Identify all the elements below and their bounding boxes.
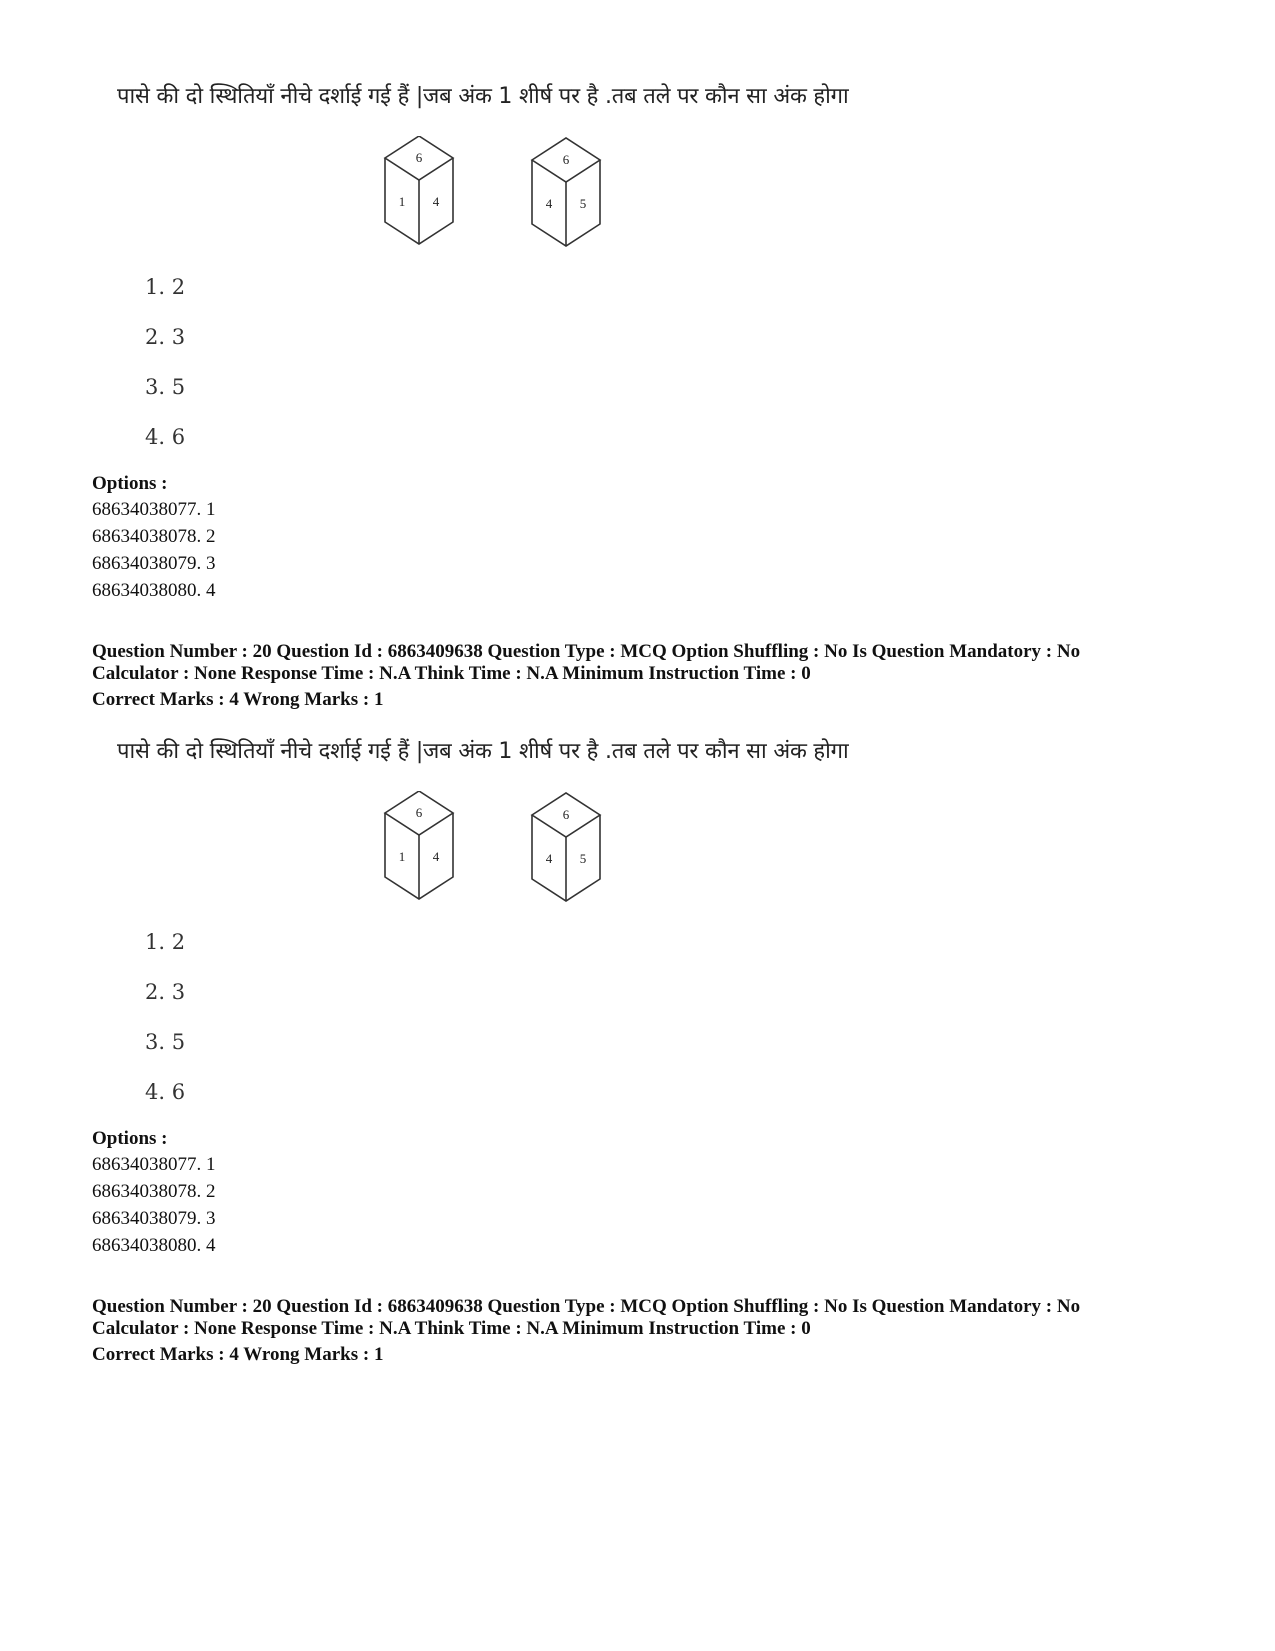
dice-svg bbox=[380, 136, 620, 256]
options-heading: Options : bbox=[92, 473, 168, 494]
choice-item: 2. 3 bbox=[145, 325, 186, 349]
option-item: 68634038079. 3 bbox=[92, 1208, 216, 1229]
die-2-top: 6 bbox=[562, 807, 570, 822]
die-2-left: 4 bbox=[545, 851, 553, 866]
die-2-right: 5 bbox=[579, 851, 587, 866]
option-item: 68634038079. 3 bbox=[92, 553, 216, 574]
die-2-left: 4 bbox=[545, 196, 553, 211]
die-1-left: 1 bbox=[398, 849, 406, 864]
option-item: 68634038080. 4 bbox=[92, 1235, 216, 1256]
dice-figure bbox=[380, 791, 620, 911]
option-item: 68634038077. 1 bbox=[92, 1154, 216, 1175]
die-2-right: 5 bbox=[579, 196, 587, 211]
question-meta-line-1: Question Number : 20 Question Id : 6863409638 Question Type : MCQ Option Shuffling : No Is Question Mandatory : No bbox=[92, 1296, 1081, 1317]
option-item: 68634038078. 2 bbox=[92, 1181, 216, 1202]
question-meta-line-1: Question Number : 20 Question Id : 6863409638 Question Type : MCQ Option Shuffling : No Is Question Mandatory : No bbox=[92, 641, 1081, 662]
options-heading: Options : bbox=[92, 1128, 168, 1149]
option-item: 68634038078. 2 bbox=[92, 526, 216, 547]
die-1-left: 1 bbox=[398, 194, 406, 209]
die-1-right: 4 bbox=[432, 849, 440, 864]
choice-item: 1. 2 bbox=[145, 275, 186, 299]
question-block bbox=[0, 0, 1275, 686]
choice-item: 1. 2 bbox=[145, 930, 186, 954]
die-1-top: 6 bbox=[415, 805, 423, 820]
dice-figure bbox=[380, 136, 620, 256]
question-meta-line-2: Calculator : None Response Time : N.A Think Time : N.A Minimum Instruction Time : 0 bbox=[92, 1318, 811, 1339]
question-marks: Correct Marks : 4 Wrong Marks : 1 bbox=[92, 1344, 384, 1365]
option-item: 68634038077. 1 bbox=[92, 499, 216, 520]
question-meta-line-2: Calculator : None Response Time : N.A Think Time : N.A Minimum Instruction Time : 0 bbox=[92, 663, 811, 684]
die-1-top: 6 bbox=[415, 150, 423, 165]
choice-item: 4. 6 bbox=[145, 425, 186, 449]
question-text: पासे की दो स्थितियाँ नीचे दर्शाई गई हैं |जब अंक 1 शीर्ष पर है .तब तले पर कौन सा अंक होगा bbox=[117, 84, 849, 109]
choice-item: 3. 5 bbox=[145, 1030, 186, 1054]
choice-item: 2. 3 bbox=[145, 980, 186, 1004]
question-block bbox=[0, 655, 1275, 1341]
question-text: पासे की दो स्थितियाँ नीचे दर्शाई गई हैं |जब अंक 1 शीर्ष पर है .तब तले पर कौन सा अंक होगा bbox=[117, 739, 849, 764]
question-marks: Correct Marks : 4 Wrong Marks : 1 bbox=[92, 689, 384, 710]
dice-svg bbox=[380, 791, 620, 911]
option-item: 68634038080. 4 bbox=[92, 580, 216, 601]
choice-item: 3. 5 bbox=[145, 375, 186, 399]
die-2-top: 6 bbox=[562, 152, 570, 167]
die-1-right: 4 bbox=[432, 194, 440, 209]
choice-item: 4. 6 bbox=[145, 1080, 186, 1104]
